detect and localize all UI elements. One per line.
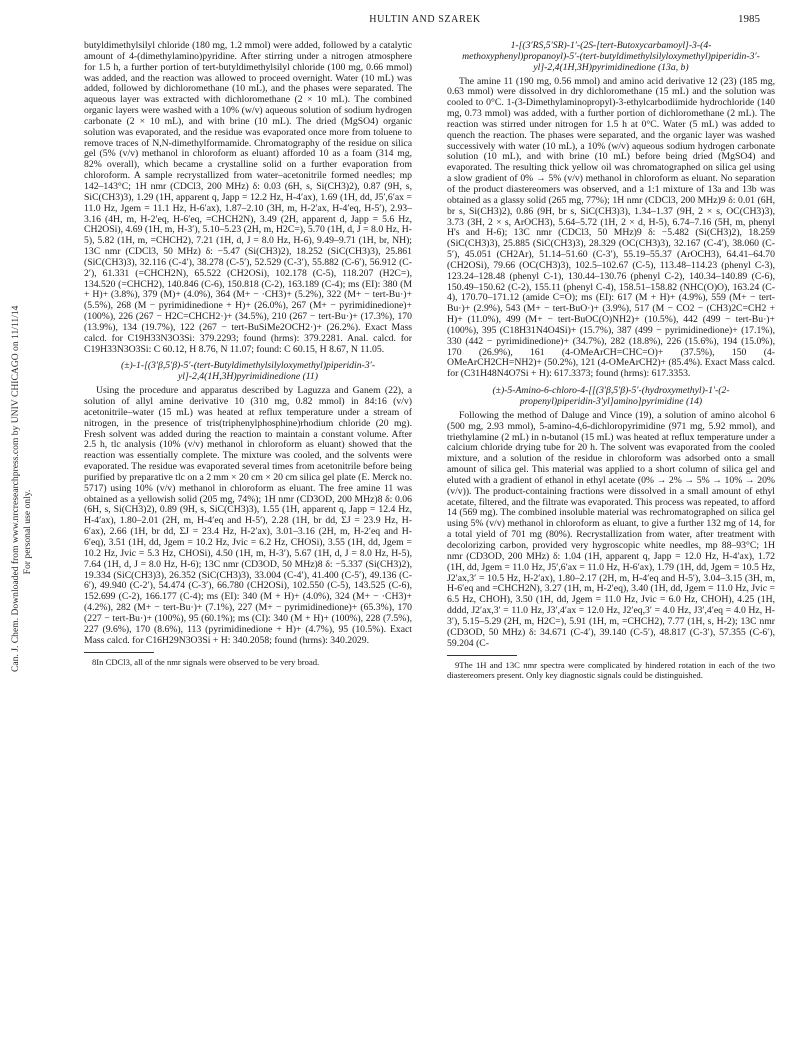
footnote: 9The 1H and 13C nmr spectra were complicated by hindered rotation in each of the two diastereomers present. Only key diagnostic signals could be distinguished.: [447, 660, 775, 681]
footnote: 8In CDCl3, all of the nmr signals were observed to be very broad.: [92, 657, 320, 668]
running-head: HULTIN AND SZAREK: [369, 14, 481, 25]
left-column: [84, 41, 412, 667]
body-paragraph: The amine 11 (190 mg, 0.56 mmol) and amino acid derivative 12 (23) (185 mg, 0.63 mmol) were dissolved in dry dichloromethane (15 mL) and the solution was cooled to 0°C. 1-(3-Dimethylaminopropyl)-3-ethylcarbodiimide hydrochloride (140 mg, 0.73 mmol) was added, with a further portion of dichloromethane (2 mL). The reaction was stirred under nitrogen for 1.5 h at 0°C. Water (5 mL) was added to quench the reaction. The phases were separated, and the organic layer was washed successively with water (10 mL), a 10% (w/v) aqueous sodium hydrogen carbonate solution (10 mL), and with brine (10 mL) before being dried (MgSO4) and evaporated. The resulting thick yellow oil was chromatographed on silica gel using a slow gradient of 0% → 5% (v/v) methanol in chloroform as eluant. No separation of the product diastereomers was observed, and a 1:1 mixture of 13a and 13b was obtained as a glassy solid (265 mg, 77%); 1H nmr (CDCl3, 200 MHz)9 δ: 0.01 (6H, br s, Si(CH3)2), 0.86 (9H, br s, SiC(CH3)3), 1.34–1.37 (9H, 2 × s, OC(CH3)3), 3.73 (3H, 2 × s, ArOCH3), 5.64–5.72 (1H, 2 × d, H-5), 6.74–7.16 (5H, m, phenyl H's and H-6); 13C nmr (CDCl3, 50 MHz)9 δ: −5.482 (Si(CH3)2), 18.259 (SiC(CH3)3), 25.885 (SiC(CH3)3), 28.329 (OC(CH3)3), 32.167 (C-4′), 38.060 (C-5′), 45.051 (CH2Ar), 51.14–51.60 (C-3′), 55.19–55.37 (ArOCH3), 64.41–64.70 (CH2OSi), 79.66 (OC(CH3)3), 102.5–102.67 (C-5), 113.48–114.23 (phenyl C-3), 123.24–128.48 (phenyl C-1), 130.44–130.76 (phenyl C-2), 140.34–140.89 (C-6), 150.49–150.62 (C-2), 155.11 (phenyl C-4), 158.51–158.82 (NHC(O)O), 163.24 (C-4), 170.70–171.12 (amide C=O); ms (EI): 617 (M + H)+ (4.9%), 559 (M+ − tert-Bu·)+ (2.9%), 543 (M+ − tert-BuO·)+ (3.9%), 517 (M − CO2 − (CH3)2C=CH2 + H)+ (11.0%), 499 (M+ − tert-BuOC(O)NH2)+ (10.5%), 442 (499 − tert-Bu·)+ (100%), 395 (C18H31N4O4Si)+ (15.7%), 387 (499 − pyrimidinedione)+ (17.1%), 330 (442 − pyrimidinedione)+ (34.7%), 282 (18.8%), 226 (15.6%), 194 (15.0%), 170 (26.9%), 161 (4-OMeArCH=CHC=O)+ (37.5%), 150 (4-OMeArCH2CH=NH2)+ (50.2%), 121 (4-OMeArCH2)+ (85.4%). Exact Mass calcd. for (C31H48N4O7Si + H): 617.3373; found (hrms): 617.3353.: [447, 75, 775, 380]
page-number: 1985: [738, 13, 760, 25]
section-heading: (±)-1-[(3′β,5′β)-5′-(tert-Butyldimethylsilyloxymethyl)piperidin-3′-yl]-2,4(1H,3H)pyrimidinedione (11): [121, 360, 375, 383]
body-paragraph: Following the method of Daluge and Vince (19), a solution of amino alcohol 6 (500 mg, 2.93 mmol), 5-amino-4,6-dichloropyrimidine (971 mg, 5.92 mmol), and triethylamine (2 mL) in n-butanol (15 mL) was heated at reflux temperature under a calcium chloride drying tube for 20 h. The solvent was evaporated from the cooled mixture, and a solution of the residue in chloroform was adsorbed onto a small amount of silica gel. This material was applied to a short column of silica gel and eluted with a gradient of ethanol in ethyl acetate (0% → 2% → 5% → 10% → 20% (v/v)). The product-containing fractions were dissolved in a small amount of ethyl acetate, filtered, and the filtrate was evaporated. This process was repeated, to afford 14 (569 mg). The combined insoluble material was rechromatographed on silica gel using 5% (v/v) methanol in chloroform as eluant, to give a further 132 mg of 14, for a total yield of 701 mg (80%). Recrystallization from water, after treatment with decolorizing carbon, provided very hygroscopic white needles, mp 88–93°C; 1H nmr (CD3OD, 200 MHz) δ: 1.04 (1H, apparent q, Japp = 12.0 Hz, H-4′ax), 1.72 (1H, dd, Jgem = 11.0 Hz, J5′,6′ax = 11.0 Hz, H-6′ax), 1.79 (1H, dd, Jgem = 10.5 Hz, J2′ax,3′ = 10.5 Hz, H-2′ax), 1.80–2.17 (2H, m, H-4′eq and H-5′), 3.04–3.15 (3H, m, H-6′eq and =CHCH2N), 3.27 (1H, m, H-2′eq), 3.40 (1H, dd, Jgem = 11.0 Hz, Jvic = 6.5 Hz, CHOH), 3.50 (1H, dd, Jgem = 11.0 Hz, Jvic = 6.0 Hz, CHOH), 4.25 (1H, dddd, J2′ax,3′ = 11.0 Hz, J3′,4′ax = 12.0 Hz, J2′eq,3′ = 4.0 Hz, J3′,4′eq = 4.0 Hz, H-3′), 5.15–5.29 (2H, m, H2C=), 5.91 (1H, m, =CHCH2), 7.77 (1H, s, H-2); 13C nmr (CD3OD, 50 MHz) δ: 34.671 (C-4′), 39.140 (C-5′), 48.817 (C-3′), 57.355 (C-6′), 59.204 (C-: [447, 409, 775, 649]
body-paragraph: butyldimethylsilyl chloride (180 mg, 1.2 mmol) were added, followed by a catalytic amount of 4-(dimethylamino)pyridine. After stirring under a nitrogen atmosphere for 1.5 h, a further portion of tert-butyldimethylsilyl chloride (100 mg, 0.66 mmol) was added, and the reaction was allowed to proceed overnight. Water (10 mL) was added, followed by dichloromethane (10 mL), and the phases were separated. The aqueous layer was extracted with dichloromethane (2 × 10 mL). The combined organic layers were washed with a 10% (w/v) aqueous solution of sodium hydrogen carbonate (2 × 10 mL), and with brine (10 mL). The dried (MgSO4) organic solution was evaporated, and the residue was evaporated once more from toluene to remove traces of N,N-dimethylformamide. Chromatography of the residue on silica gel (5% (v/v) methanol in chloroform as eluant) afforded 10 as a foam (314 mg, 82% overall), which became a crystalline solid on a further evaporation from chloroform. A sample recrystallized from water–acetonitrile formed needles; mp 142–143°C; 1H nmr (CDCl3, 200 MHz) δ: 0.03 (6H, s, Si(CH3)2), 0.87 (9H, s, SiC(CH3)3), 1.29 (1H, apparent q, Japp = 12.2 Hz, H-4′ax), 1.69 (1H, dd, J5′,6′ax = 11.0 Hz, Jgem = 11.1 Hz, H-6′ax), 1.87–2.10 (3H, m, H-2′ax, H-4′eq, H-5′), 2.93–3.16 (4H, m, H-2′eq, H-6′eq, =CHCH2N), 3.49 (2H, apparent d, Japp = 5.6 Hz, CH2OSi), 4.69 (1H, m, H-3′), 5.10–5.23 (2H, m, H2C=), 5.70 (1H, d, J = 8.0 Hz, H-5), 5.82 (1H, m, =CHCH2), 7.21 (1H, d, J = 8.0 Hz, H-6), 9.49–9.71 (1H, br, NH); 13C nmr (CDCl3, 50 MHz) δ: −5.47 (Si(CH3)2), 18.252 (SiC(CH3)3), 25.861 (SiC(CH3)3), 32.116 (C-4′), 38.278 (C-5′), 52.529 (C-3′), 55.882 (C-6′), 56.912 (C-2′), 61.331 (=CHCH2N), 65.522 (CH2OSi), 102.178 (C-5), 118.207 (H2C=), 134.520 (=CHCH2), 140.846 (C-6), 150.818 (C-2), 163.189 (C-4); ms (EI): 380 (M + H)+ (3.8%), 379 (M)+ (4.0%), 364 (M+ − ·CH3)+ (5.2%), 322 (M+ − tert-Bu·)+ (5.5%), 268 (M − pyrimidinedione + H)+ (26.0%), 267 (M+ − pyrimidinedione)+ (100%), 226 (267 − H2C=CHCH2·)+ (34.5%), 210 (267 − tert-Bu·)+ (17.3%), 170 (13.9%), 134 (19.7%), 122 (267 − tert-BuSiMe2OCH2·)+ (26.2%). Exact Mass calcd. for C19H33N3O3Si: 379.2293; found (hrms): 379.2281. Anal. calcd. for C19H33N3O3Si: C 60.12, H 8.76, N 11.07; found: C 60.15, H 8.67, N 11.05.: [84, 40, 412, 355]
page-header: [90, 14, 760, 30]
download-watermark: [10, 305, 34, 672]
footnote-divider: [447, 655, 517, 656]
watermark-line-1: Can. J. Chem. Downloaded from www.nrcresearchpress.com by UNIV CHICAGO on 11/11/14: [10, 305, 21, 672]
section-heading: (±)-5-Amino-6-chloro-4-[[(3′β,5′β)-5′-(hydroxymethyl)-1′-(2-propenyl)piperidin-3′yl]amino]pyrimidine (14): [492, 385, 730, 407]
watermark-line-2: For personal use only.: [22, 489, 33, 575]
right-column: [447, 41, 775, 680]
footnote-divider: [84, 652, 154, 653]
body-paragraph: Using the procedure and apparatus described by Laguzza and Ganem (22), a solution of allyl amine derivative 10 (310 mg, 0.82 mmol) in 84:16 (v/v) acetonitrile–water (15 mL) was heated at reflux temperature under a stream of nitrogen, in the presence of tris(triphenylphosphine)rhodium chloride (20 mg). Fresh solvent was added during the reaction to maintain a constant volume. After 2.5 h, tlc analysis (10% (v/v) methanol in chloroform as eluant) showed that the reaction was essentially complete. The mixture was cooled, and the solvents were evaporated. The residue was evaporated several times from acetonitrile before being purified by preparative tlc on a 2 mm × 20 cm × 20 cm silica gel plate (E. Merck no. 5717) using 10% (v/v) methanol in chloroform as eluant. The free amine 11 was obtained as a yellowish solid (205 mg, 74%); 1H nmr (CD3OD, 200 MHz)8 δ: 0.06 (6H, s, Si(CH3)2), 0.89 (9H, s, SiC(CH3)3), 1.55 (1H, apparent q, Japp = 12.4 Hz, H-4′ax), 1.80–2.01 (2H, m, H-4′eq and H-5′), 2.28 (1H, br dd, ΣJ = 23.9 Hz, H-6′ax), 2.66 (1H, br dd, ΣJ = 23.4 Hz, H-2′ax), 3.01–3.16 (2H, m, H-2′eq and H-6′eq), 3.51 (1H, dd, Jgem = 10.2 Hz, Jvic = 6.2 Hz, CHOSi), 3.55 (1H, dd, Jgem = 10.2 Hz, Jvic = 5.3 Hz, CHOSi), 4.50 (1H, m, H-3′), 5.67 (1H, d, J = 8.0 Hz, H-5), 7.64 (1H, d, J = 8.0 Hz, H-6); 13C nmr (CD3OD, 50 MHz)8 δ: −5.337 (Si(CH3)2), 19.334 (SiC(CH3)3), 26.352 (SiC(CH3)3), 33.004 (C-4′), 41.400 (C-5′), 49.136 (C-6′), 49.940 (C-2′), 54.474 (C-3′), 66.780 (CH2OSi), 102.550 (C-5), 143.525 (C-6), 152.699 (C-2), 166.177 (C-4); ms (EI): 340 (M + H)+ (4.0%), 324 (M+ − ·CH3)+ (4.2%), 282 (M+ − tert-Bu·)+ (7.1%), 227 (M+ − pyrimidinedione)+ (65.3%), 170 (227 − tert-Bu·)+ (100%), 95 (60.1%); ms (CI): 340 (M + H)+ (100%), 228 (7.5%), 227 (9.6%), 170 (8.6%), 113 (pyrimidinedione + H)+ (4.7%), 95 (10.5%). Exact Mass calcd. for C16H29N3O3Si + H: 340.2058; found (hrms): 340.2029.: [84, 385, 412, 646]
section-heading: 1-[(3′RS,5′SR)-1′-(2S-[tert-Butoxycarbamoyl]-3-(4-methoxyphenyl)propanoyl)-5′-(tert-butyldimethylsilyloxymethyl)piperidin-3′-yl]-2,4(1H,3H)pyrimidinedione (13a, b): [462, 40, 760, 73]
